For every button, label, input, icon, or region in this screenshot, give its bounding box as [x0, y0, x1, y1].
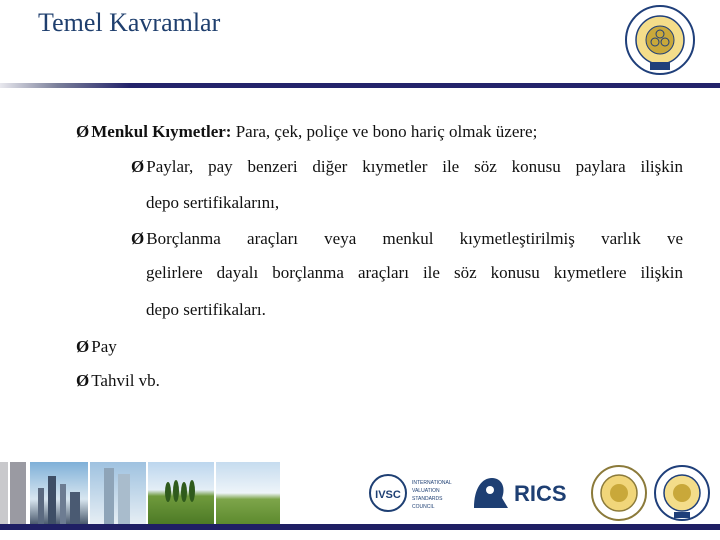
sub-item-borclanma-line3: depo sertifikaları. [146, 300, 266, 319]
item-text: Tahvil vb. [91, 371, 160, 390]
list-item-pay [76, 337, 117, 357]
sub-item-borclanma-line1 [131, 229, 683, 249]
svg-text:COUNCIL: COUNCIL [412, 504, 435, 510]
sub-item-text: Borçlanma araçları veya menkul kıymetleştirilmiş varlık ve [146, 229, 683, 248]
footer-accent-bar [10, 462, 26, 524]
ivsc-logo [368, 462, 458, 524]
term-label: Menkul Kıymetler: [91, 122, 232, 141]
rics-label: RICS [514, 481, 567, 506]
list-item-menkul-kiymetler [76, 122, 537, 142]
footer-divider [0, 524, 720, 530]
city-skyline-photo [30, 462, 88, 524]
university-seal-small-logo [588, 462, 650, 524]
svg-text:INTERNATIONAL: INTERNATIONAL [412, 480, 452, 486]
item-text: Pay [91, 337, 117, 356]
tower-photo [90, 462, 146, 524]
svg-text:VALUATION: VALUATION [412, 488, 440, 494]
term-definition: Para, çek, poliçe ve bono hariç olmak üzere; [231, 122, 538, 141]
ivsc-short-label: IVSC [375, 489, 401, 501]
arrow-bullet-icon: Ø [76, 371, 90, 390]
arrow-bullet-icon: Ø [76, 337, 90, 356]
field-trees-photo [148, 462, 214, 524]
list-item-tahvil [76, 371, 160, 391]
sub-item-borclanma-line2: gelirlere dayalı borçlanma araçları ile söz konusu kıymetlere ilişkin [146, 263, 683, 282]
footer-accent-bar [0, 462, 8, 524]
ankara-university-seal-logo [652, 462, 712, 524]
landscape-photo [216, 462, 280, 524]
sub-item-paylar-line2: depo sertifikalarını, [146, 193, 280, 212]
sub-item-paylar-line1 [131, 157, 683, 177]
sub-item-text: Paylar, pay benzeri diğer kıymetler ile söz konusu paylara ilişkin [146, 157, 683, 176]
arrow-bullet-icon: Ø [131, 157, 145, 176]
svg-text:STANDARDS: STANDARDS [412, 496, 443, 502]
arrow-bullet-icon: Ø [131, 229, 145, 248]
slide-title: Temel Kavramlar [38, 8, 221, 37]
arrow-bullet-icon: Ø [76, 122, 90, 141]
rics-logo [468, 462, 578, 524]
